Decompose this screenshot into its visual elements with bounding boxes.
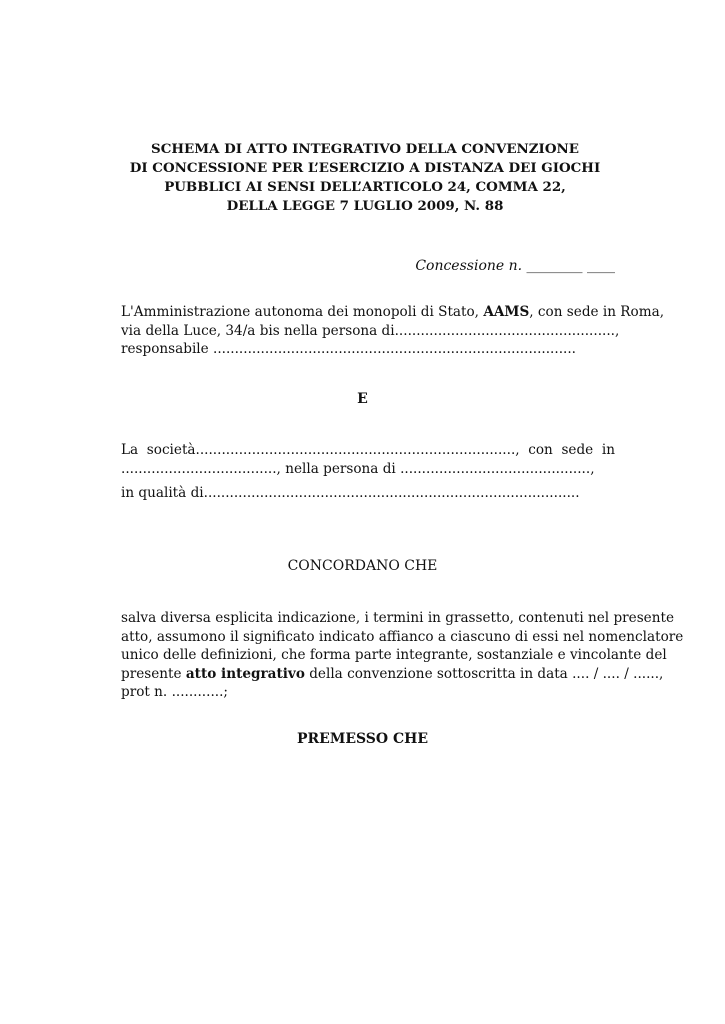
concession-number: [415, 258, 615, 274]
body-line-5: prot n. ............;: [121, 684, 228, 700]
aams-bold: AAMS: [483, 304, 530, 320]
heading-premesso-che: PREMESSO CHE: [296, 731, 429, 747]
party-2-line-1: La società.........................................................................., con sede in: [121, 442, 615, 458]
definitions-paragraph: [121, 609, 684, 702]
title-line-2: DI CONCESSIONE PER L’ESERCIZIO A DISTANZA DEI GIOCHI: [129, 160, 601, 176]
body-line-1: salva diversa esplicita indicazione, i termini in grassetto, contenuti nel presente: [121, 610, 674, 626]
party-2-line-2: ...................................., nella persona di ............................................,: [121, 460, 595, 477]
document-title: [100, 140, 630, 216]
body-line-2: atto, assumono il significato indicato affianco a ciascuno di essi nel nomenclatore: [121, 628, 684, 645]
heading-concordano-che: CONCORDANO CHE: [287, 558, 438, 574]
body-line-4: presente atto integrativo della convenzione sottoscritta in data .... / .... / ......,: [121, 665, 664, 682]
concession-blank: ________ ____: [526, 258, 615, 274]
separator-e: E: [357, 391, 368, 407]
party-2-line-3: in qualità di.......................................................................................: [121, 485, 580, 501]
party-2-paragraph: [121, 441, 615, 503]
title-line-4: DELLA LEGGE 7 LUGLIO 2009, N. 88: [226, 198, 504, 214]
party-1-paragraph: [121, 303, 665, 359]
atto-integrativo-bold: atto integrativo: [185, 665, 305, 682]
concession-label: Concessione n.: [415, 258, 523, 274]
title-line-3: PUBBLICI AI SENSI DELL’ARTICOLO 24, COMMA 22,: [164, 179, 566, 195]
party-1-line-3: responsabile ....................................................................................: [121, 341, 576, 357]
body-line-3: unico delle definizioni, che forma parte integrante, sostanziale e vincolante del: [121, 647, 667, 663]
party-1-line-1: L'Amministrazione autonoma dei monopoli di Stato, AAMS , con sede in Roma,: [121, 304, 665, 320]
party-1-line-2: via della Luce, 34/a bis nella persona di ...................................................,: [121, 322, 620, 339]
title-line-1: SCHEMA DI ATTO INTEGRATIVO DELLA CONVENZIONE: [151, 141, 579, 157]
